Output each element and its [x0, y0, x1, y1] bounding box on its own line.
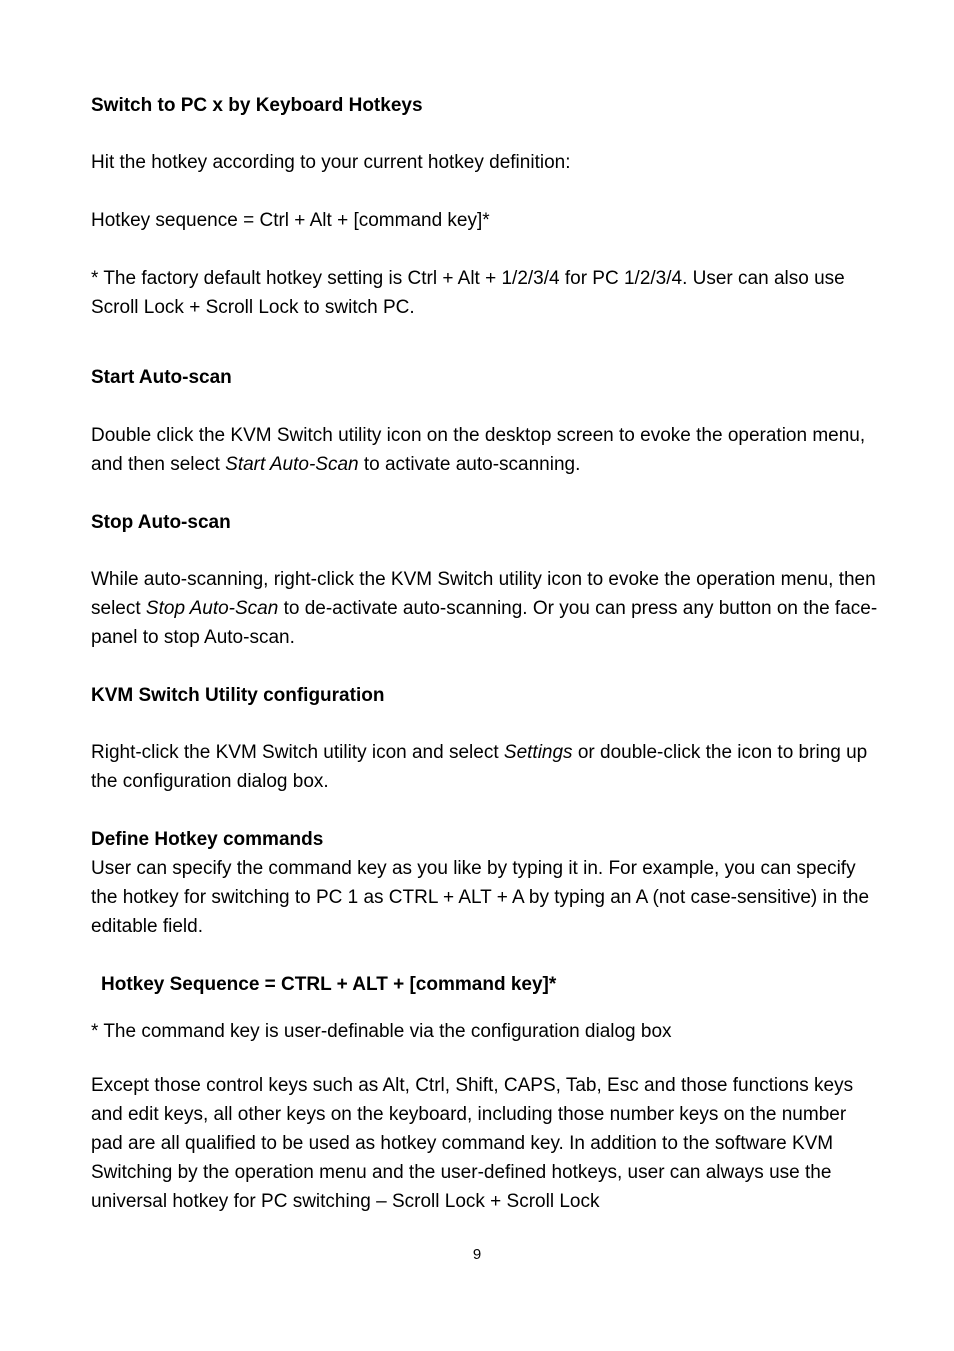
stop-autoscan-body [91, 565, 881, 652]
config-heading: KVM Switch Utility configuration [91, 685, 385, 706]
start-autoscan-body [91, 421, 881, 479]
stop-autoscan-body-b: to de-activate auto-scanning. Or you can press any button on the face-panel to stop Auto-scan. [91, 598, 878, 648]
stop-autoscan-command: Stop Auto-Scan [145, 598, 279, 619]
config-body-a: Right-click the KVM Switch utility icon and select [91, 742, 504, 763]
start-autoscan-heading: Start Auto-scan [91, 367, 232, 388]
start-autoscan-body-b: to activate auto-scanning. [358, 454, 581, 475]
define-extra: Except those control keys such as Alt, Ctrl, Shift, CAPS, Tab, Esc and those functions keys and edit keys, all other keys on the keyboard, including those number keys on the number pad are all qualified to be used as hotkey command key. In addition to the software KVM Switching by the operation menu and the user-defined hotkeys, user can always use the universal hotkey for PC switching – Scroll Lock + Scroll Lock [91, 1075, 854, 1212]
switch-heading: Switch to PC x by Keyboard Hotkeys [91, 95, 423, 116]
switch-note: * The factory default hotkey setting is Ctrl + Alt + 1/2/3/4 for PC 1/2/3/4. User can also use Scroll Lock + Scroll Lock to switch PC. [91, 268, 845, 318]
stop-autoscan-heading: Stop Auto-scan [91, 512, 231, 533]
switch-intro: Hit the hotkey according to your current hotkey definition: [91, 152, 571, 173]
define-sequence: Hotkey Sequence = CTRL + ALT + [command key]* [101, 974, 557, 995]
switch-sequence: Hotkey sequence = Ctrl + Alt + [command key]* [91, 210, 490, 231]
start-autoscan-command: Start Auto-Scan [225, 454, 359, 475]
define-note: * The command key is user-definable via the configuration dialog box [91, 1021, 672, 1042]
start-autoscan-body-a: Double click the KVM Switch utility icon on the desktop screen to evoke the operation menu, and then select [91, 425, 866, 475]
define-body: User can specify the command key as you like by typing it in. For example, you can specify the hotkey for switching to PC 1 as CTRL + ALT + A by typing an A (not case-sensitive) in the editable field. [91, 858, 870, 937]
define-heading: Define Hotkey commands [91, 829, 324, 850]
config-settings: Settings [503, 742, 573, 763]
config-body-b: or double-click the icon to bring up the configuration dialog box. [91, 742, 868, 792]
stop-autoscan-body-a: While auto-scanning, right-click the KVM Switch utility icon to evoke the operation menu, then select [91, 569, 876, 619]
config-body [91, 738, 881, 796]
page-number: 9 [472, 1246, 482, 1263]
